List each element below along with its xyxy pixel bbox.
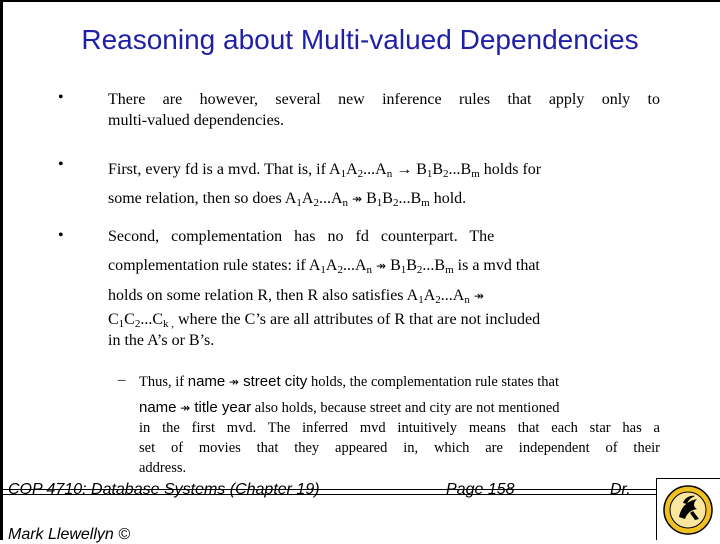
mvd-arrow-icon: ↠: [376, 259, 387, 273]
fd-arrow-icon: →: [396, 161, 413, 178]
bullet-2-line-1: First, every fd is a mvd. That is, if $A_1A_2...A_n \to B_1B_2...B_m$ holds for: [108, 161, 542, 180]
ucf-pegasus-logo-icon: [656, 478, 720, 540]
bullet-1-line-2: multi-valued dependencies.: [108, 112, 284, 129]
footer-course: COP 4710: Database Systems (Chapter 19): [8, 481, 320, 498]
sub-bullet-line-4: set of movies that they appeared in, which are independent of their: [139, 440, 660, 456]
sub-bullet-line-2: name ↠ title year also holds, because street and city are not mentioned: [139, 399, 560, 416]
bullet-3-line-2: complementation rule states: if $A_1A_2...A_n$ ↠ $B_1B_2...B_m$ is a mvd that: [108, 257, 540, 276]
bullet-1-text: [108, 89, 660, 131]
bullet-3-marker: •: [58, 227, 64, 244]
sub-bullet-marker: –: [118, 372, 126, 388]
bullet-3-line-3: holds on some relation R, then R also satisfies $A_1A_2...A_n$ ↠: [108, 287, 484, 306]
footer-author: Dr.: [610, 481, 631, 498]
mvd-arrow-icon: ↠: [352, 192, 363, 206]
mvd-arrow-icon: ↠: [473, 289, 484, 303]
slide-frame-left: [0, 0, 3, 540]
footer-page-number: Page 158: [446, 481, 515, 498]
bullet-3-line-1: Second, complementation has no fd counterpart. The: [108, 228, 495, 245]
footer-author-continued: Mark Llewellyn ©: [8, 526, 131, 543]
sub-bullet-line-3: in the first mvd. The inferred mvd intuitively means that each star has a: [139, 420, 660, 436]
bullet-2-marker: •: [58, 156, 64, 173]
slide-title: Reasoning about Multi-valued Dependencies: [81, 24, 639, 55]
bullet-1-line-1: There are however, several new inference rules that apply only to: [108, 91, 660, 108]
bullet-1-marker: •: [58, 89, 64, 106]
bullet-3-line-4: $C_1C_2...C_{k ,}$ where the C’s are all attributes of R that are not included: [108, 311, 541, 330]
mvd-arrow-icon: ↠: [180, 401, 191, 415]
bullet-3-line-5: in the A’s or B’s.: [108, 332, 215, 349]
bullet-2-text: [108, 155, 660, 214]
mvd-arrow-icon: ↠: [228, 375, 239, 389]
sub-bullet-line-1: Thus, if name ↠ street city holds, the complementation rule states that: [139, 373, 559, 390]
sub-bullet-line-5: address.: [139, 460, 187, 476]
slide-frame-top: [0, 0, 720, 2]
bullet-2-line-2: some relation, then so does $A_1A_2...A_n$ ↠ $B_1B_2...B_m$ hold.: [108, 190, 467, 209]
